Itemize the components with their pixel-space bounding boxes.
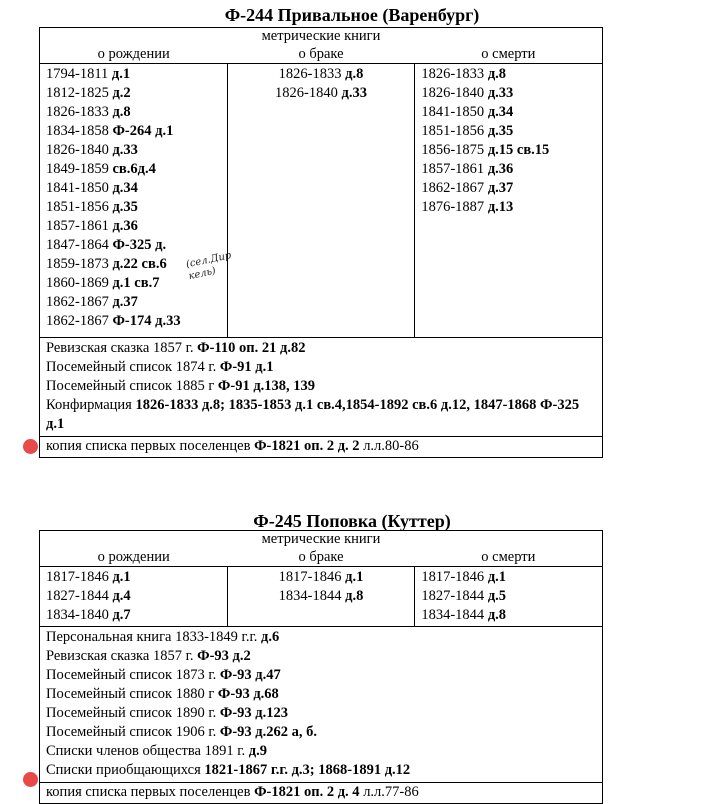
list-item: 1841-1850 д.34 — [46, 180, 138, 196]
metric-books-header: метрические книги — [261, 28, 381, 44]
list-item: 1826-1833 д.8 — [421, 66, 507, 82]
note-line: Конфирмация 1826-1833 д.8; 1835-1853 д.1 св.4,1854-1892 св.6 д.12, 1847-1868 Ф-325 д.1 — [46, 397, 580, 432]
list-item: 1862-1867 д.37 — [421, 180, 514, 196]
list-item: 1826-1833 д.8 — [46, 104, 131, 120]
fond-244-notes — [40, 337, 602, 436]
col-header-death: о смерти — [481, 549, 536, 565]
list-item: 1817-1846 д.1 — [46, 569, 131, 585]
column-headers — [40, 45, 602, 63]
list-item: 1857-1861 д.36 — [46, 218, 138, 234]
list-item: 1849-1859 св.6д.4 — [46, 161, 156, 177]
list-item: 1817-1846 д.1 — [421, 569, 507, 585]
list-item: 1859-1873 д.22 св.6 — [46, 256, 167, 272]
list-item: 1856-1875 д.15 св.15 — [421, 142, 550, 158]
birth-column — [40, 567, 227, 626]
list-item: 1851-1856 д.35 — [46, 199, 138, 215]
list-item: 1817-1846 д.1 — [278, 569, 364, 585]
note-line: Посемейный список 1890 г. Ф-93 д.123 — [46, 705, 289, 721]
list-item: 1834-1858 Ф-264 д.1 — [46, 123, 174, 139]
col-header-birth: о рождении — [97, 46, 170, 62]
col-header-marriage: о браке — [298, 549, 344, 565]
list-item: 1862-1867 Ф-174 д.33 — [46, 313, 181, 329]
col-header-death: о смерти — [481, 46, 536, 62]
death-column — [414, 64, 602, 337]
list-item: 1841-1850 д.34 — [421, 104, 514, 120]
col-header-marriage: о браке — [298, 46, 344, 62]
note-line: Посемейный список 1874 г. Ф-91 д.1 — [46, 359, 274, 375]
list-item: 1827-1844 д.5 — [421, 588, 507, 604]
fond-245-notes — [40, 626, 602, 782]
note-line: Ревизская сказка 1857 г. Ф-110 оп. 21 д.82 — [46, 340, 306, 356]
red-marker-dot — [23, 439, 38, 454]
list-item: 1827-1844 д.4 — [46, 588, 131, 604]
list-item: 1826-1840 д.33 — [275, 85, 367, 101]
list-item: 1876-1887 д.13 — [421, 199, 514, 215]
list-item: 1851-1856 д.35 — [421, 123, 514, 139]
marriage-column — [227, 567, 415, 626]
fond-244-title: Ф-244 Привальное (Варенбург) — [224, 5, 480, 25]
red-marker-dot — [23, 772, 38, 787]
note-line: Посемейный список 1880 г Ф-93 д.68 — [46, 686, 279, 702]
birth-column — [40, 64, 227, 337]
list-item: 1826-1840 д.33 — [46, 142, 138, 158]
list-item: 1826-1840 д.33 — [421, 85, 514, 101]
note-line: Посемейный список 1906 г. Ф-93 д.262 а, б. — [46, 724, 318, 740]
death-column — [414, 567, 602, 626]
note-line: Ревизская сказка 1857 г. Ф-93 д.2 — [46, 648, 251, 664]
list-item: 1826-1833 д.8 — [278, 66, 364, 82]
fond-245-settlers-copy: копия списка первых поселенцев Ф-1821 оп. 2 д. 4 л.л.77-86 — [40, 782, 602, 803]
note-line: Списки приобщающихся 1821-1867 г.г. д.3; 1868-1891 д.12 — [46, 762, 411, 778]
list-item: 1834-1844 д.8 — [421, 607, 507, 623]
handwritten-annotation: (сел.Дир кель) — [185, 250, 233, 283]
metric-books-header: метрические книги — [261, 531, 381, 547]
fond-244-table — [39, 27, 603, 458]
note-line: Списки членов общества 1891 г. д.9 — [46, 743, 267, 759]
fond-245-table — [39, 530, 603, 804]
list-item: 1857-1861 д.36 — [421, 161, 514, 177]
list-item: 1812-1825 д.2 — [46, 85, 131, 101]
list-item: 1834-1844 д.8 — [278, 588, 364, 604]
list-item: 1847-1864 Ф-325 д. — [46, 237, 167, 253]
column-headers — [40, 548, 602, 566]
list-item: 1834-1840 д.7 — [46, 607, 131, 623]
metric-columns — [40, 63, 602, 337]
note-line: Посемейный список 1873 г. Ф-93 д.47 — [46, 667, 281, 683]
note-line: Персональная книга 1833-1849 г.г. д.6 — [46, 629, 280, 645]
fond-245-title: Ф-245 Поповка (Куттер) — [253, 511, 451, 531]
col-header-birth: о рождении — [97, 549, 170, 565]
fond-244-settlers-copy: копия списка первых поселенцев Ф-1821 оп. 2 д. 2 л.л.80-86 — [40, 436, 602, 457]
list-item: 1862-1867 д.37 — [46, 294, 138, 310]
note-line: Посемейный список 1885 г Ф-91 д.138, 139 — [46, 378, 316, 394]
marriage-column — [227, 64, 415, 337]
metric-columns — [40, 566, 602, 626]
list-item: 1860-1869 д.1 св.7 — [46, 275, 160, 291]
list-item: 1794-1811 д.1 — [46, 66, 131, 82]
